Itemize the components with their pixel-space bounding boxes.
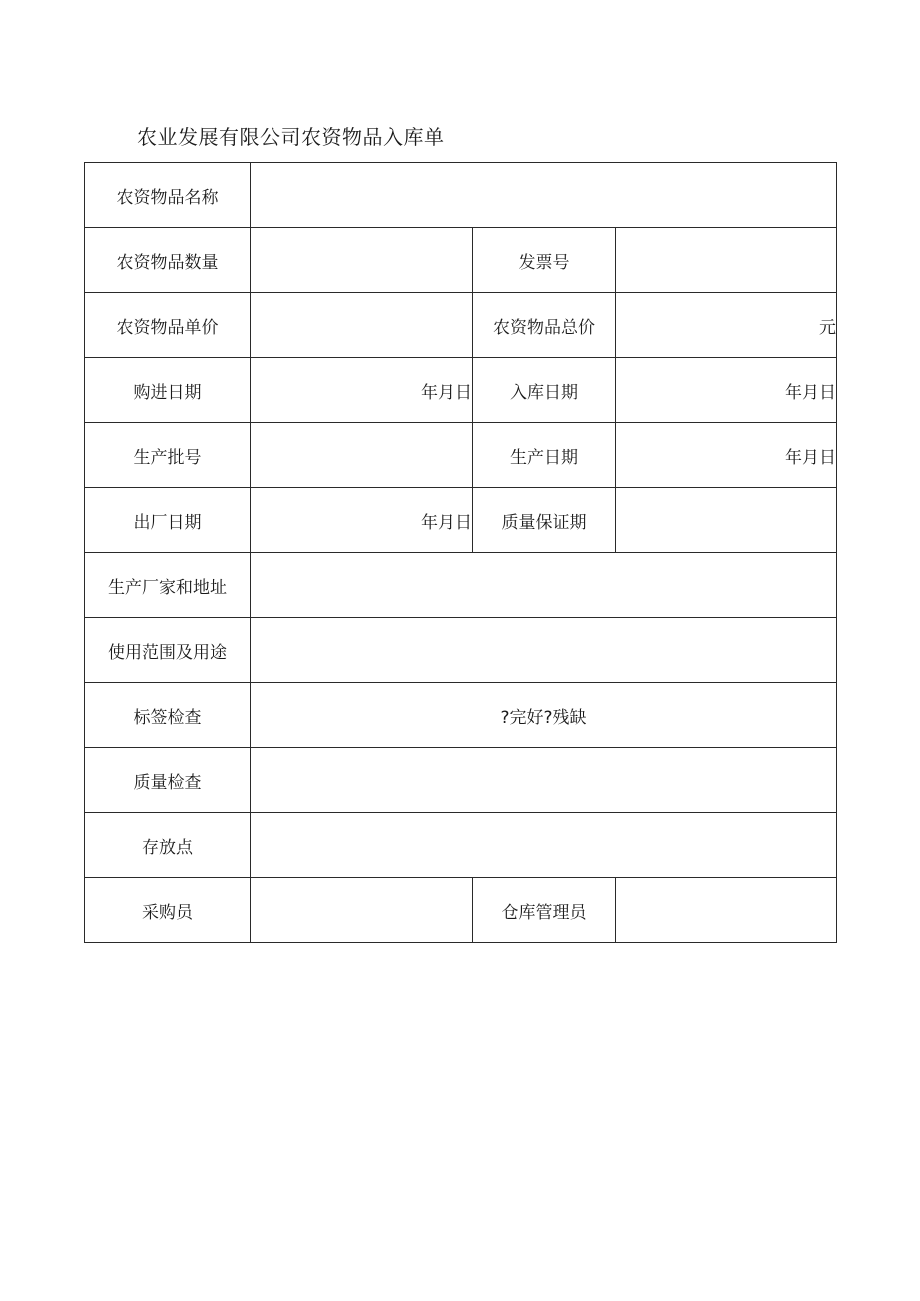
manufacturer-label: 生产厂家和地址 [85, 553, 251, 618]
label-check-label: 标签检查 [85, 683, 251, 748]
purchase-date-field[interactable] [251, 358, 473, 423]
quantity-field[interactable] [251, 228, 473, 293]
purchaser-label: 采购员 [85, 878, 251, 943]
row-manufacturer [85, 553, 837, 618]
row-label-check [85, 683, 837, 748]
row-batch [85, 423, 837, 488]
total-price-unit: 元 [819, 317, 837, 338]
storage-date-value: 年月日 [785, 382, 837, 403]
storage-date-label: 入库日期 [473, 358, 616, 423]
quality-check-field[interactable] [251, 748, 837, 813]
row-storage-location [85, 813, 837, 878]
storage-date-field[interactable] [616, 358, 837, 423]
production-date-field[interactable] [616, 423, 837, 488]
unit-price-field[interactable] [251, 293, 473, 358]
row-factory-date [85, 488, 837, 553]
purchase-date-value: 年月日 [421, 382, 472, 403]
purchaser-field[interactable] [251, 878, 473, 943]
warehouse-manager-label: 仓库管理员 [473, 878, 616, 943]
item-name-label: 农资物品名称 [85, 163, 251, 228]
production-date-value: 年月日 [785, 447, 837, 468]
row-quality-check [85, 748, 837, 813]
purchase-date-label: 购进日期 [85, 358, 251, 423]
warehouse-manager-field[interactable] [616, 878, 837, 943]
quantity-label: 农资物品数量 [85, 228, 251, 293]
label-check-options[interactable]: ?完好?残缺 [251, 683, 837, 748]
usage-field[interactable] [251, 618, 837, 683]
total-price-field[interactable] [616, 293, 837, 358]
factory-date-value: 年月日 [421, 512, 472, 533]
row-quantity [85, 228, 837, 293]
total-price-label: 农资物品总价 [473, 293, 616, 358]
row-usage [85, 618, 837, 683]
factory-date-field[interactable] [251, 488, 473, 553]
usage-label: 使用范围及用途 [85, 618, 251, 683]
storage-location-field[interactable] [251, 813, 837, 878]
warranty-label: 质量保证期 [473, 488, 616, 553]
invoice-no-label: 发票号 [473, 228, 616, 293]
invoice-no-field[interactable] [616, 228, 837, 293]
storage-location-label: 存放点 [85, 813, 251, 878]
batch-no-label: 生产批号 [85, 423, 251, 488]
row-dates [85, 358, 837, 423]
row-price [85, 293, 837, 358]
page-title: 农业发展有限公司农资物品入库单 [137, 125, 445, 149]
row-item-name [85, 163, 837, 228]
inventory-form-table [84, 162, 837, 943]
manufacturer-field[interactable] [251, 553, 837, 618]
unit-price-label: 农资物品单价 [85, 293, 251, 358]
warranty-field[interactable] [616, 488, 837, 553]
production-date-label: 生产日期 [473, 423, 616, 488]
factory-date-label: 出厂日期 [85, 488, 251, 553]
row-signatures [85, 878, 837, 943]
quality-check-label: 质量检查 [85, 748, 251, 813]
item-name-field[interactable] [251, 163, 837, 228]
batch-no-field[interactable] [251, 423, 473, 488]
